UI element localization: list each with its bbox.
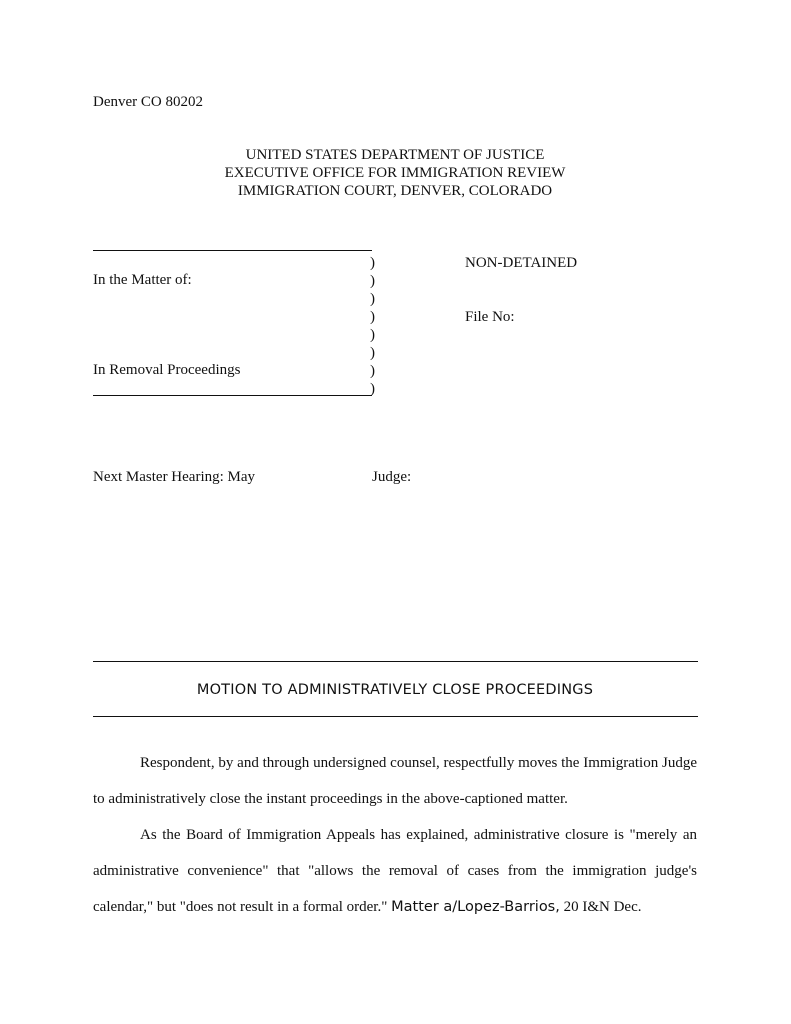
court-header-line3: IMMIGRATION COURT, DENVER, COLORADO xyxy=(237,183,553,199)
in-removal-label: In Removal Proceedings xyxy=(93,362,241,378)
body-paragraph-1 xyxy=(93,745,697,817)
caption-paren: ) xyxy=(370,255,375,271)
caption-paren: ) xyxy=(370,345,375,361)
detention-status: NON-DETAINED xyxy=(465,255,578,271)
title-top-rule xyxy=(93,661,698,662)
next-hearing-label: Next Master Hearing: May xyxy=(93,469,256,485)
address-line: Denver CO 80202 xyxy=(93,94,203,110)
caption-paren: ) xyxy=(370,273,375,289)
citation-reporter: 20 I&N Dec. xyxy=(563,899,642,915)
caption-paren: ) xyxy=(370,363,375,379)
body-paragraph-2 xyxy=(93,817,697,925)
court-header-line1: UNITED STATES DEPARTMENT OF JUSTICE xyxy=(245,147,545,163)
caption-bottom-rule xyxy=(93,395,372,396)
judge-label: Judge: xyxy=(372,469,412,485)
title-bottom-rule xyxy=(93,716,698,717)
caption-paren: ) xyxy=(370,309,375,325)
motion-title: MOTION TO ADMINISTRATIVELY CLOSE PROCEEDINGS xyxy=(196,682,594,698)
court-header-line2: EXECUTIVE OFFICE FOR IMMIGRATION REVIEW xyxy=(224,165,566,181)
in-the-matter-label: In the Matter of: xyxy=(93,272,192,288)
paragraph-2-text: As the Board of Immigration Appeals has explained, administrative closure is "merely an administrative convenience" that "allows the removal of cases from the immigration judge's calendar," but "does not result in a formal order." xyxy=(93,827,697,915)
file-number-label: File No: xyxy=(465,309,515,325)
caption-paren: ) xyxy=(370,381,375,397)
caption-paren: ) xyxy=(370,291,375,307)
caption-paren: ) xyxy=(370,327,375,343)
case-citation: Matter a/Lopez-Barrios, xyxy=(391,899,560,915)
caption-top-rule xyxy=(93,250,372,251)
paragraph-1-text: Respondent, by and through undersigned counsel, respectfully moves the Immigration Judge to administratively close the instant proceedings in the above-captioned matter. xyxy=(93,755,697,807)
